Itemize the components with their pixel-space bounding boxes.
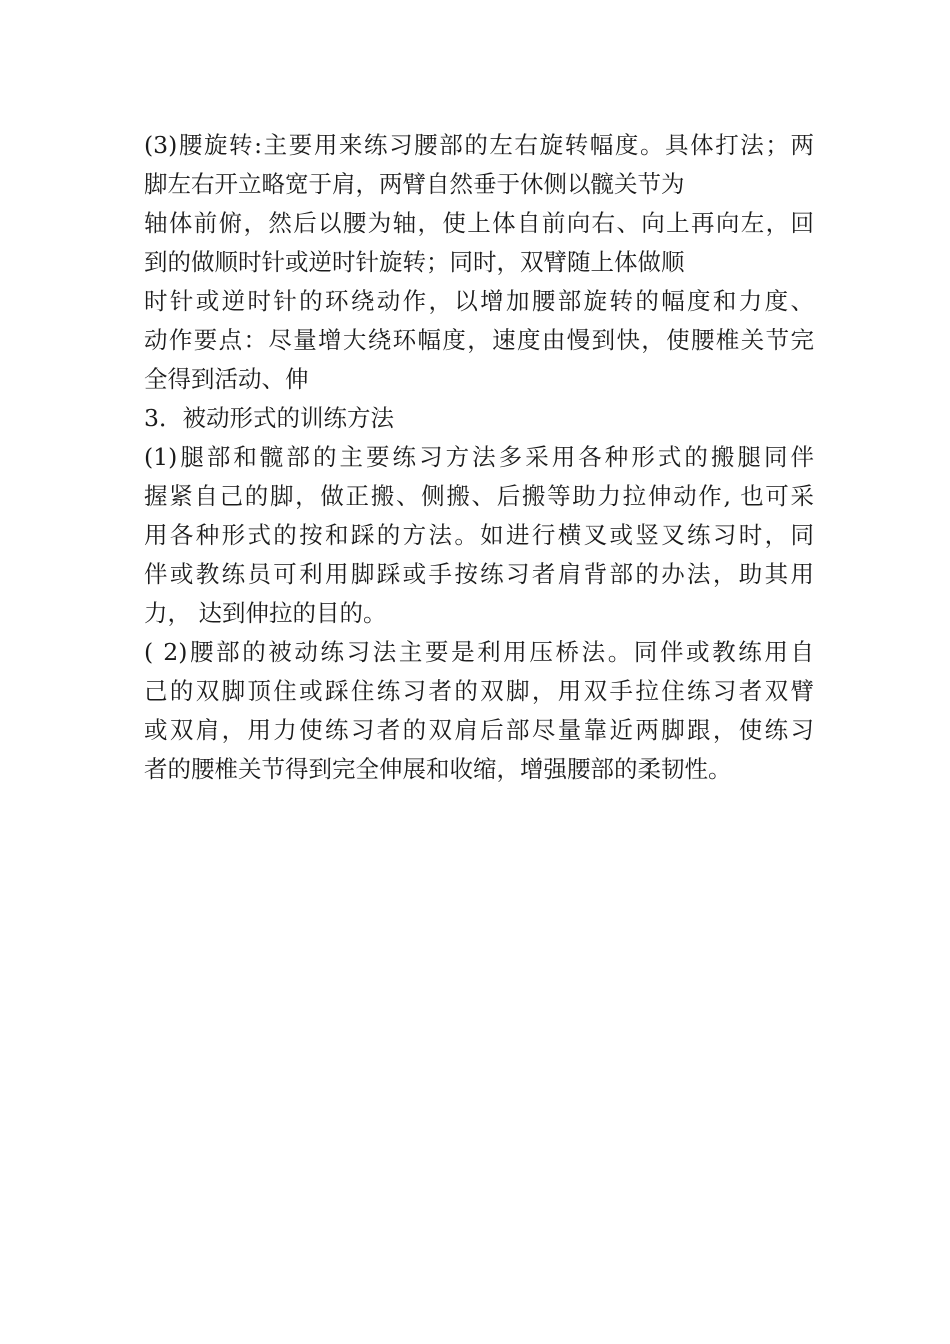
text-line: 到的做顺时针或逆时针旋转；同时，双臂随上体做顺 bbox=[144, 248, 685, 276]
paragraph-leg-hip-methods bbox=[144, 438, 814, 633]
text-line: (3)腰旋转:主要用来练习腰部的左右旋转幅度。具体打法；两 bbox=[144, 131, 814, 159]
section-3-heading: 3．被动形式的训练方法 bbox=[144, 404, 394, 432]
paragraph-waist-passive bbox=[144, 633, 814, 789]
text-line: (1)腿部和髋部的主要练习方法多采用各种形式的搬腿同伴 bbox=[144, 443, 814, 471]
text-line: 用各种形式的按和踩的方法。如进行横叉或竖叉练习时，同 bbox=[144, 521, 814, 549]
text-line: 或双肩，用力使练习者的双肩后部尽量靠近两脚跟，使练习 bbox=[144, 716, 814, 744]
text-line: 全得到活动、伸 bbox=[144, 365, 309, 393]
text-line: 己的双脚顶住或踩住练习者的双脚，用双手拉住练习者双臂 bbox=[144, 677, 814, 705]
text-line: ( 2)腰部的被动练习法主要是利用压桥法。同伴或教练用自 bbox=[144, 638, 814, 666]
document-body bbox=[144, 126, 814, 789]
text-line: 轴体前俯，然后以腰为轴，使上体自前向右、向上再向左，回 bbox=[144, 209, 814, 237]
text-line: 动作要点：尽量增大绕环幅度，速度由慢到快，使腰椎关节完 bbox=[144, 326, 814, 354]
section-heading bbox=[144, 399, 814, 438]
paragraph-waist-rotation bbox=[144, 126, 814, 399]
text-line: 握紧自己的脚，做正搬、侧搬、后搬等助力拉伸动作, 也可采 bbox=[144, 482, 814, 510]
text-line: 时针或逆时针的环绕动作，以增加腰部旋转的幅度和力度、 bbox=[144, 287, 814, 315]
text-line: 脚左右开立略宽于肩，两臂自然垂于休侧以髋关节为 bbox=[144, 170, 685, 198]
text-line: 力， 达到伸拉的目的。 bbox=[144, 599, 387, 627]
text-line: 者的腰椎关节得到完全伸展和收缩，增强腰部的柔韧性。 bbox=[144, 755, 732, 783]
text-line: 伴或教练员可利用脚踩或手按练习者肩背部的办法，助其用 bbox=[144, 560, 814, 588]
